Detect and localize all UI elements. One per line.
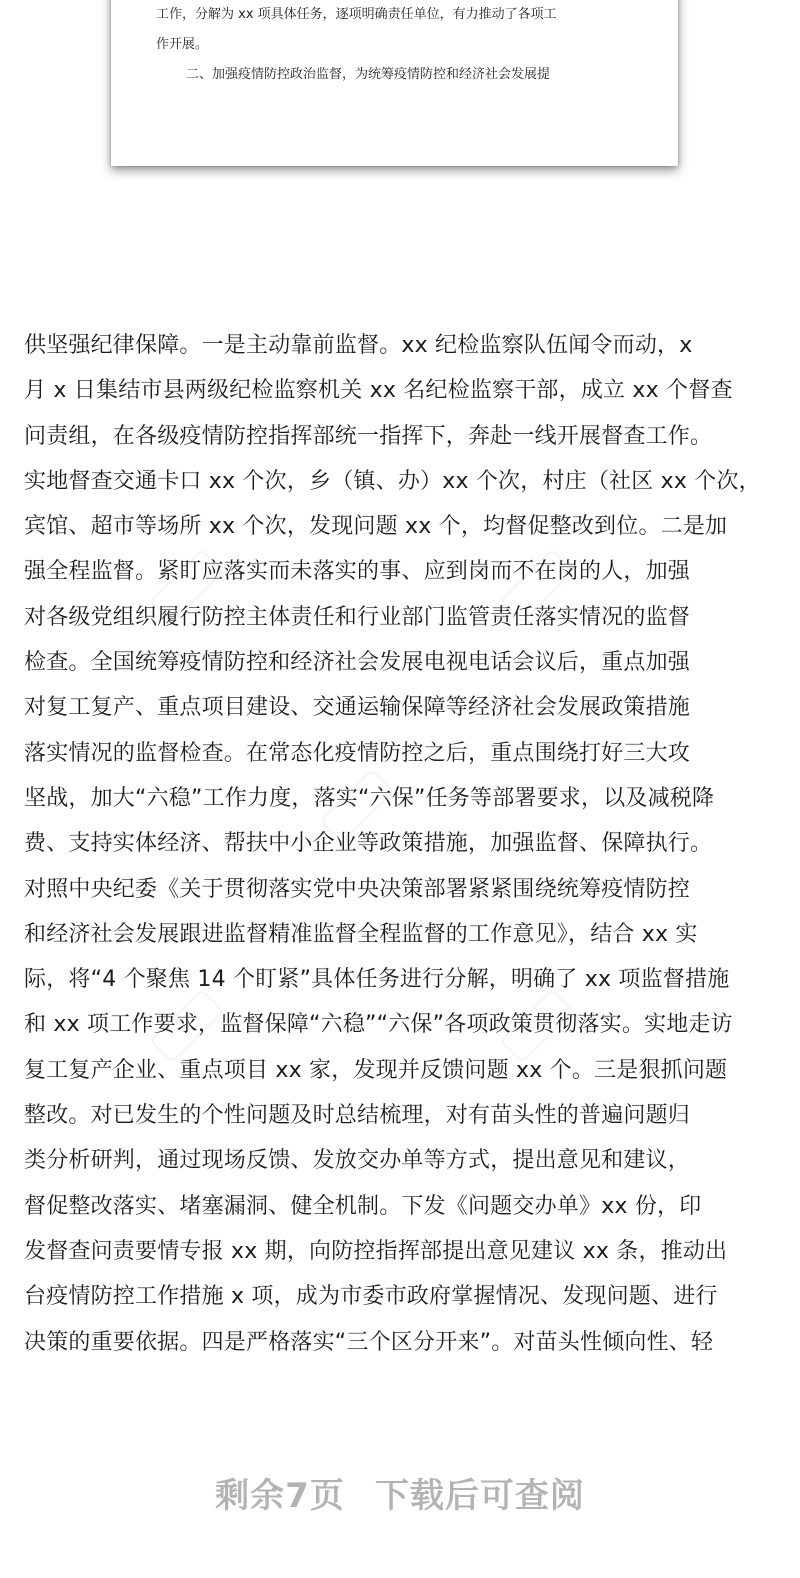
remaining-pages-label: 剩余7页 [215, 1476, 345, 1516]
body-line: 和 xx 项工作要求，监督保障“六稳”“六保”各项政策贯彻落实。实地走访 [24, 1012, 733, 1038]
body-line: 供坚强纪律保障。一是主动靠前监督。xx 纪检监察队伍闻令而动，x [24, 333, 693, 358]
body-line: 对各级党组织履行防控主体责任和行业部门监管责任落实情况的监督 [24, 604, 691, 630]
body-line: 宾馆、超市等场所 xx 个次，发现问题 xx 个，均督促整改到位。二是加 [24, 514, 728, 540]
body-line: 督促整改落实、堵塞漏洞、健全机制。下发《问题交办单》xx 份，印 [24, 1193, 702, 1219]
body-line: 对照中央纪委《关于贯彻落实党中央决策部署紧紧围绕统筹疫情防控 [24, 876, 691, 902]
body-line: 类分析研判，通过现场反馈、发放交办单等方式，提出意见和建议， [24, 1148, 691, 1174]
preview-line: 二、加强疫情防控政治监督，为统筹疫情防控和经济社会发展提 [186, 67, 551, 82]
preview-line: 工作，分解为 xx 项具体任务，逐项明确责任单位，有力推动了各项工 [156, 7, 557, 22]
body-line: 际，将“4 个聚焦 14 个盯紧”具体任务进行分解，明确了 xx 项监督措施 [24, 967, 730, 993]
body-line: 问责组，在各级疫情防控指挥部统一指挥下，奔赴一线开展督查工作。 [24, 423, 713, 449]
document-preview-page [111, 0, 678, 166]
body-line: 检查。全国统筹疫情防控和经济社会发展电视电话会议后，重点加强 [24, 650, 691, 676]
download-to-read-banner[interactable] [0, 1468, 800, 1517]
preview-page-text [156, 0, 640, 90]
body-line: 月 x 日集结市县两级纪检监察机关 xx 名纪检监察干部，成立 xx 个督查 [24, 378, 733, 404]
body-line: 落实情况的监督检查。在常态化疫情防控之后，重点围绕打好三大攻 [24, 740, 691, 766]
body-line: 强全程监督。紧盯应落实而未落实的事、应到岗而不在岗的人，加强 [24, 559, 691, 585]
body-line: 和经济社会发展跟进监督精准监督全程监督的工作意见》，结合 xx 实 [24, 921, 698, 947]
body-line: 决策的重要依据。四是严格落实“三个区分开来”。对苗头性倾向性、轻 [24, 1329, 714, 1355]
download-to-view-label: 下载后可查阅 [374, 1476, 585, 1516]
body-line: 坚战，加大“六稳”工作力度，落实“六保”任务等部署要求，以及减税降 [24, 785, 715, 811]
body-line: 台疫情防控工作措施 x 项，成为市委市政府掌握情况、发现问题、进行 [24, 1284, 718, 1310]
body-line: 实地督查交通卡口 xx 个次，乡（镇、办）xx 个次，村庄（社区 xx 个次， [24, 468, 761, 494]
body-line: 发督查问责要情专报 xx 期，向防控指挥部提出意见建议 xx 条，推动出 [24, 1238, 728, 1264]
preview-line: 作开展。 [156, 37, 209, 52]
body-line: 整改。对已发生的个性问题及时总结梳理，对有苗头性的普遍问题归 [24, 1103, 691, 1129]
document-body-text [24, 323, 774, 1365]
body-line: 费、支持实体经济、帮扶中小企业等政策措施，加强监督、保障执行。 [24, 831, 713, 857]
body-line: 复工复产企业、重点项目 xx 家，发现并反馈问题 xx 个。三是狠抓问题 [24, 1057, 728, 1083]
body-line: 对复工复产、重点项目建设、交通运输保障等经济社会发展政策措施 [24, 695, 691, 721]
